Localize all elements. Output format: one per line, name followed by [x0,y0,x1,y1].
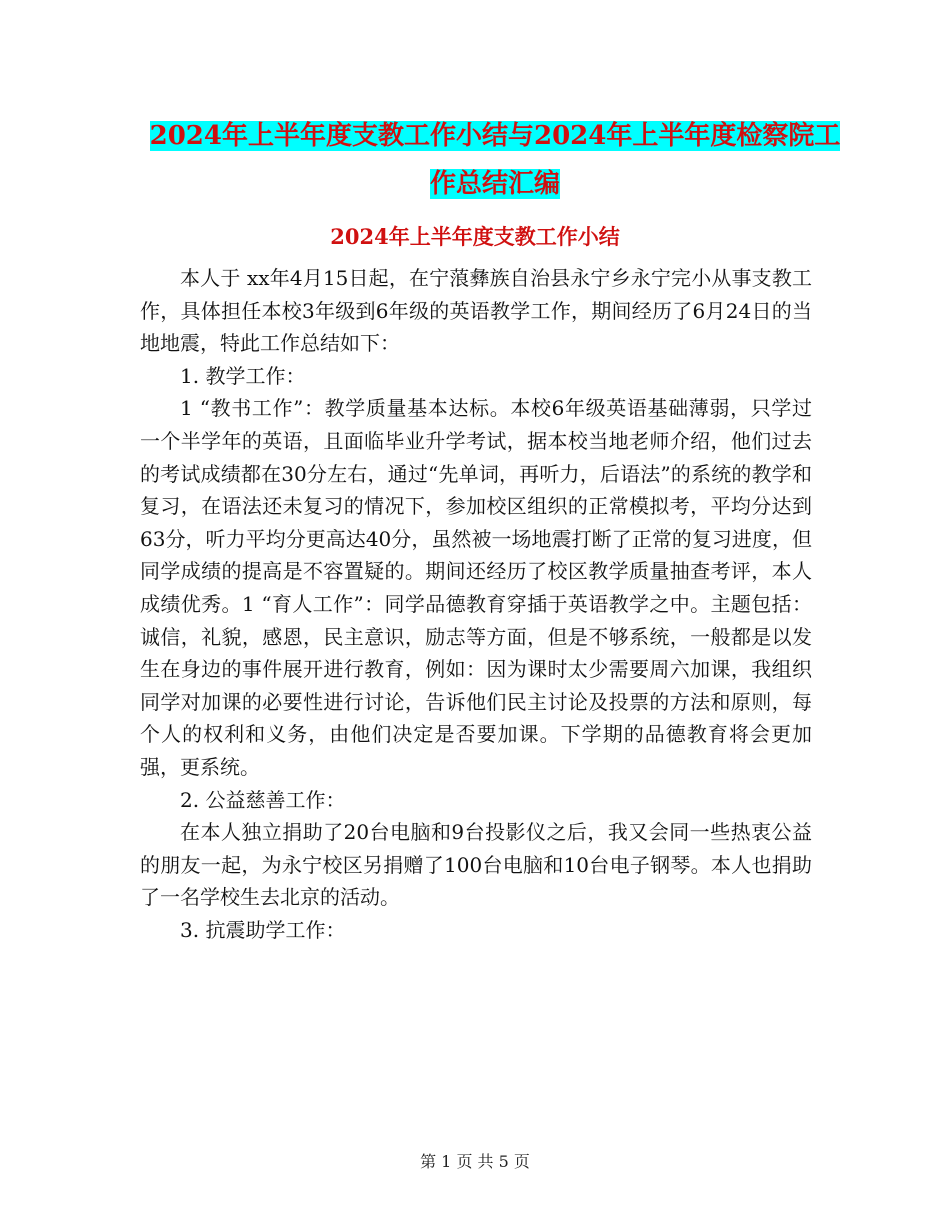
paragraph: 3. 抗震助学工作： [180,917,346,942]
page-footer: 第 1 页 共 5 页 [420,1152,530,1171]
document-title-text: 2024年上半年度支教工作小结与2024年上半年度检察院工作总结汇编 [149,121,841,199]
paragraph: 1. 教学工作： [180,363,306,388]
section-title: 2024年上半年度支教工作小结 [330,224,620,249]
paragraph: 2. 公益慈善工作： [180,787,346,812]
document-title [140,112,850,208]
paragraph: 本人于 xx年4月15日起，在宁蒗彝族自治县永宁乡永宁完小从事支教工作，具体担任本校3年级到6年级的英语教学工作，期间经历了6月24日的当地地震，特此工作总结如下： [140,266,812,356]
document-body [140,262,812,946]
paragraph: 在本人独立捐助了20台电脑和9台投影仪之后，我又会同一些热衷公益的朋友一起，为永宁校区另捐赠了100台电脑和10台电子钢琴。本人也捐助了一名学校生去北京的活动。 [140,820,812,910]
paragraph: 1 “教书工作”：教学质量基本达标。本校6年级英语基础薄弱，只学过一个半学年的英语，且面临毕业升学考试，据本校当地老师介绍，他们过去的考试成绩都在30分左右，通过“先单词，再听力，后语法”的系统的教学和复习，在语法还未复习的情况下，参加校区组织的正常模拟考，平均分达到63分，听力平均分更高达40分，虽然被一场地震打断了正常的复习进度，但同学成绩的提高是不容置疑的。期间还经历了校区教学质量抽查考评，本人成绩优秀。1 “育人工作”：同学品德教育穿插于英语教学之中。主题包括：诚信，礼貌，感恩，民主意识，励志等方面，但是不够系统，一般都是以发生在身边的事件展开进行教育，例如：因为课时太少需要周六加课，我组织同学对加课的必要性进行讨论，告诉他们民主讨论及投票的方法和原则，每个人的权利和义务，由他们决定是否要加课。下学期的品德教育将会更加强，更系统。 [140,396,812,779]
